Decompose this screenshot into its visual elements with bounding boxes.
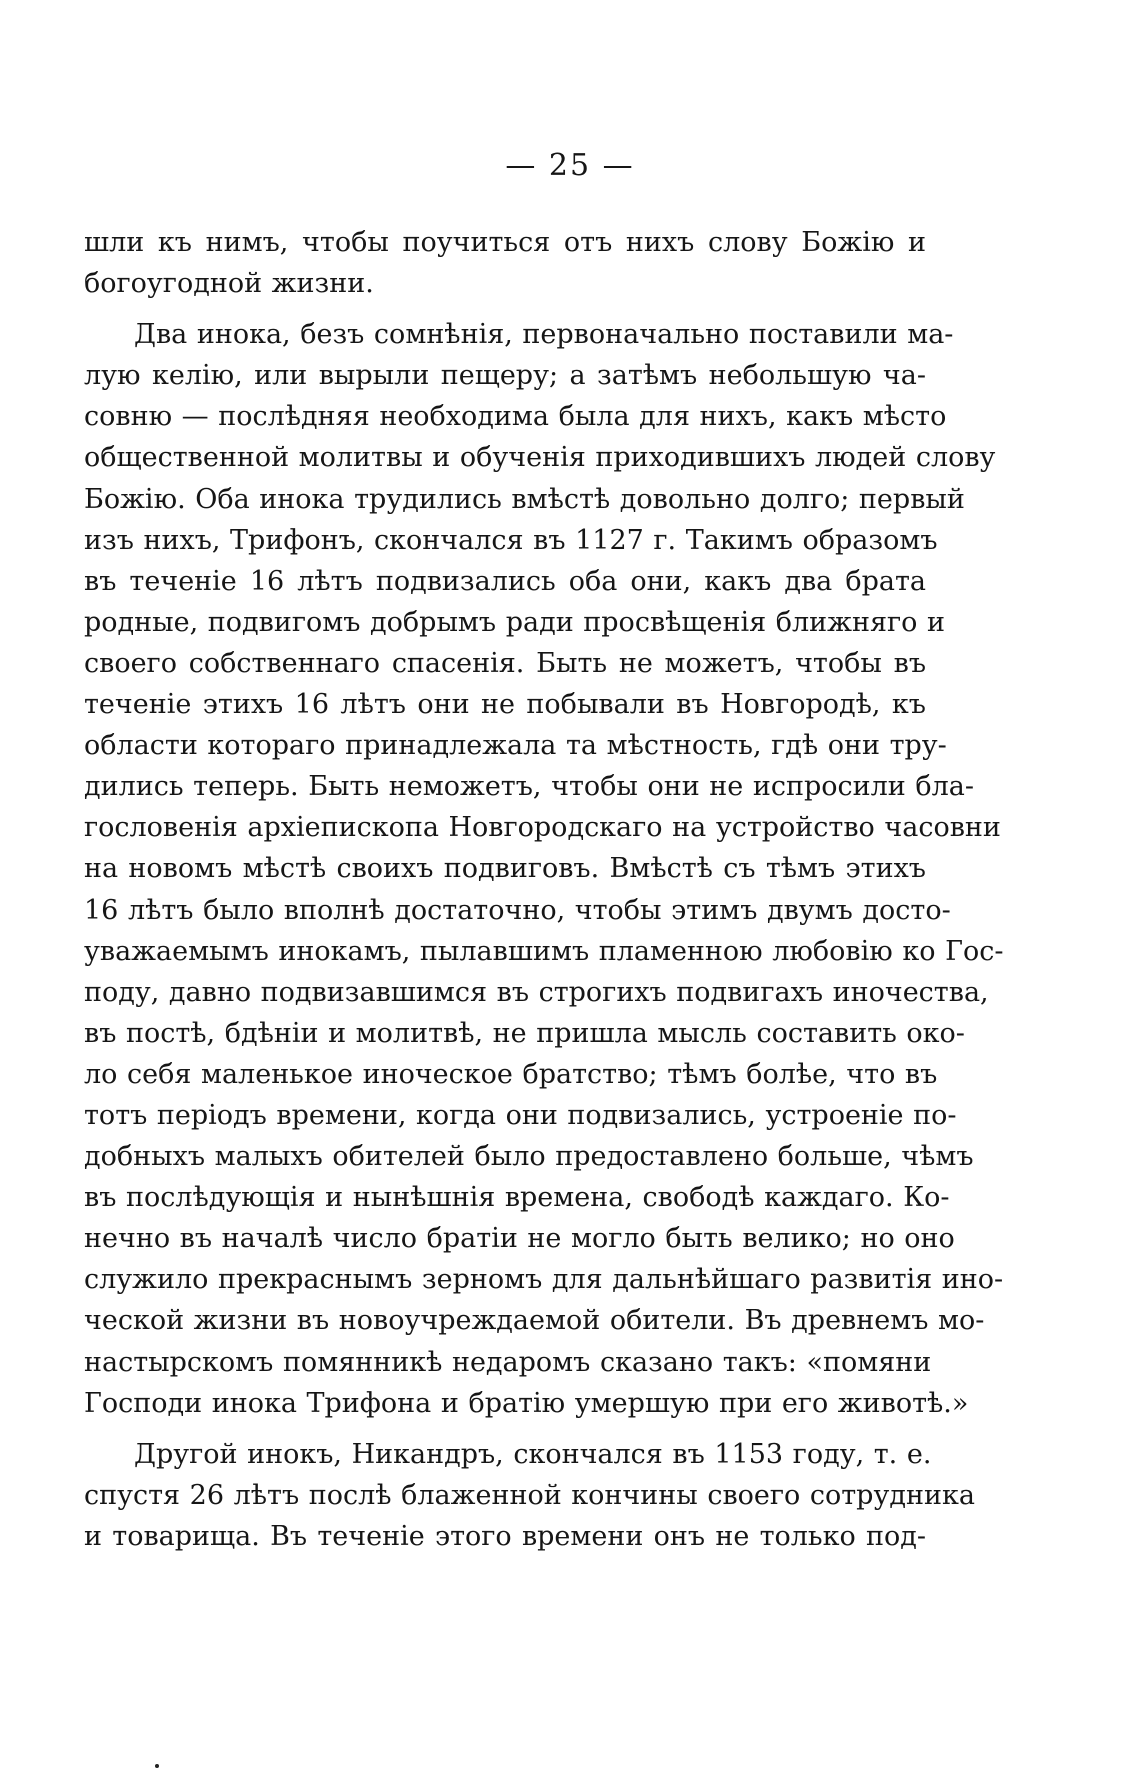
text-line: настырскомъ помянникѣ недаромъ сказано такъ: «помяни: [84, 1346, 932, 1378]
paragraph-gap: [84, 304, 926, 314]
text-line: въ послѣдующiя и нынѣшнiя времена, свободѣ каждаго. Ко-: [84, 1182, 950, 1214]
text-line: и товарища. Въ теченiе этого времени онъ не только под-: [84, 1520, 926, 1552]
text-line: поду, давно подвизавшимся въ строгихъ подвигахъ иночества,: [84, 976, 989, 1008]
text-line: совню — послѣдняя необходима была для нихъ, какъ мѣсто: [84, 401, 947, 433]
text-line: тотъ перiодъ времени, когда они подвизались, устроенiе по-: [84, 1099, 957, 1131]
text-line: дились теперь. Быть неможетъ, чтобы они не испросили бла-: [84, 771, 974, 803]
text-line: служило прекраснымъ зерномъ для дальнѣйшаго развитiя ино-: [84, 1264, 1004, 1296]
text-line: въ постѣ, бдѣнiи и молитвѣ, не пришла мысль составить око-: [84, 1017, 965, 1049]
text-line: гословенiя архiепископа Новгородскаго на устройство часовни: [84, 812, 1001, 844]
page-number: — 25 —: [505, 148, 635, 183]
print-speck: [155, 1764, 159, 1768]
text-line: Другой инокъ, Никандръ, скончался въ 1153 году, т. е.: [134, 1438, 932, 1470]
text-line: добныхъ малыхъ обителей было предоставлено больше, чѣмъ: [84, 1141, 974, 1173]
text-line: шли къ нимъ, чтобы поучиться отъ нихъ слову Божiю и: [84, 227, 926, 258]
text-line: на новомъ мѣстѣ своихъ подвиговъ. Вмѣстѣ съ тѣмъ этихъ: [84, 853, 926, 885]
body-text: [84, 222, 1004, 1557]
text-line: Божiю. Оба инока трудились вмѣстѣ довольно долго; первый: [84, 483, 965, 515]
text-line: 16 лѣтъ было вполнѣ достаточно, чтобы этимъ двумъ досто-: [84, 894, 951, 926]
text-line: Господи инока Трифона и братiю умершую при его животѣ.»: [84, 1387, 969, 1419]
text-line: родные, подвигомъ добрымъ ради просвѣщенiя ближняго и: [84, 606, 945, 638]
text-line: области котораго принадлежала та мѣстность, гдѣ они тру-: [84, 730, 947, 762]
text-line: ческой жизни въ новоучреждаемой обители. Въ древнемъ мо-: [84, 1305, 985, 1337]
text-line: лую келiю, или вырыли пещеру; а затѣмъ небольшую ча-: [84, 360, 926, 392]
text-line: богоугодной жизни.: [84, 268, 374, 300]
text-line: въ теченiе 16 лѣтъ подвизались оба они, какъ два брата: [84, 565, 926, 597]
text-line: изъ нихъ, Трифонъ, скончался въ 1127 г. Такимъ образомъ: [84, 524, 938, 556]
paragraph-gap: [84, 1424, 926, 1434]
text-line: спустя 26 лѣтъ послѣ блаженной кончины своего сотрудника: [84, 1479, 975, 1511]
text-line: Два инока, безъ сомнѣнiя, первоначально поставили ма-: [134, 319, 954, 351]
text-line: своего собственнаго спасенiя. Быть не можетъ, чтобы въ: [84, 647, 926, 679]
text-line: нечно въ началѣ число братiи не могло быть велико; но оно: [84, 1223, 955, 1255]
text-line: уважаемымъ инокамъ, пылавшимъ пламенною любовiю ко Гос-: [84, 935, 1004, 967]
text-line: теченiе этихъ 16 лѣтъ они не побывали въ Новгородѣ, къ: [84, 689, 926, 721]
text-line: общественной молитвы и обученiя приходившихъ людей слову: [84, 442, 996, 474]
text-line: ло себя маленькое иноческое братство; тѣмъ болѣе, что въ: [84, 1058, 938, 1090]
